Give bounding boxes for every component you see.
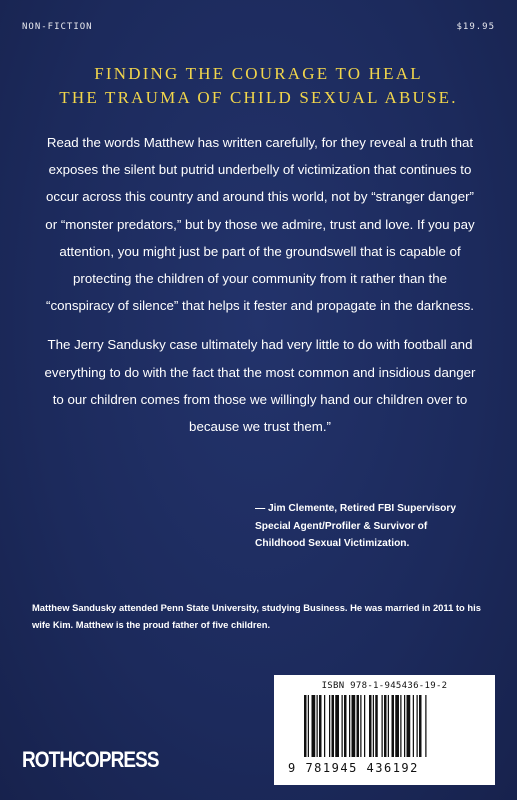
attribution-line-2: Special Agent/Profiler & Survivor of <box>255 520 428 532</box>
headline-line-2: THE TRAUMA OF CHILD SEXUAL ABUSE. <box>59 88 458 107</box>
top-bar <box>22 22 495 32</box>
headline <box>0 62 517 110</box>
quote-paragraph-2: The Jerry Sandusky case ultimately had very little to do with football and everything to do with the fact that the most common and insidious danger to our children comes from those we willingly hand our children over to because we trust them.” <box>44 337 476 435</box>
category-label: NON-FICTION <box>22 22 93 32</box>
ean-digits: 9 781945 436192 <box>288 761 419 775</box>
price-label: $19.95 <box>456 22 495 32</box>
endorsement-quote <box>40 129 480 440</box>
publisher-logo: ROTHCOPRESS <box>22 747 159 772</box>
attribution-line-3: Childhood Sexual Victimization. <box>255 538 410 549</box>
quote-attribution <box>255 500 495 553</box>
barcode-icon <box>304 695 469 757</box>
quote-paragraph-1: Read the words Matthew has written carefully, for they reveal a truth that exposes the silent but putrid underbelly of victimization that continues to occur across this country and around this world, not by “stranger danger” or “monster predators,” but by those we admire, trust and love. If you pay attention, you might just be part of the groundswell that is capable of protecting the children of your community from it rather than the “conspiracy of silence” that helps it fester and propagate in the darkness. <box>45 135 475 314</box>
isbn-label: ISBN 978-1-945436-19-2 <box>321 681 448 691</box>
author-bio: Matthew Sandusky attended Penn State University, studying Business. He was married in 2011 to his wife Kim. Matthew is the proud father of five children. <box>32 602 481 630</box>
attribution-line-1: — Jim Clemente, Retired FBI Supervisory <box>255 503 456 514</box>
headline-line-1: FINDING THE COURAGE TO HEAL <box>94 64 423 83</box>
isbn-barcode-box <box>274 675 495 785</box>
